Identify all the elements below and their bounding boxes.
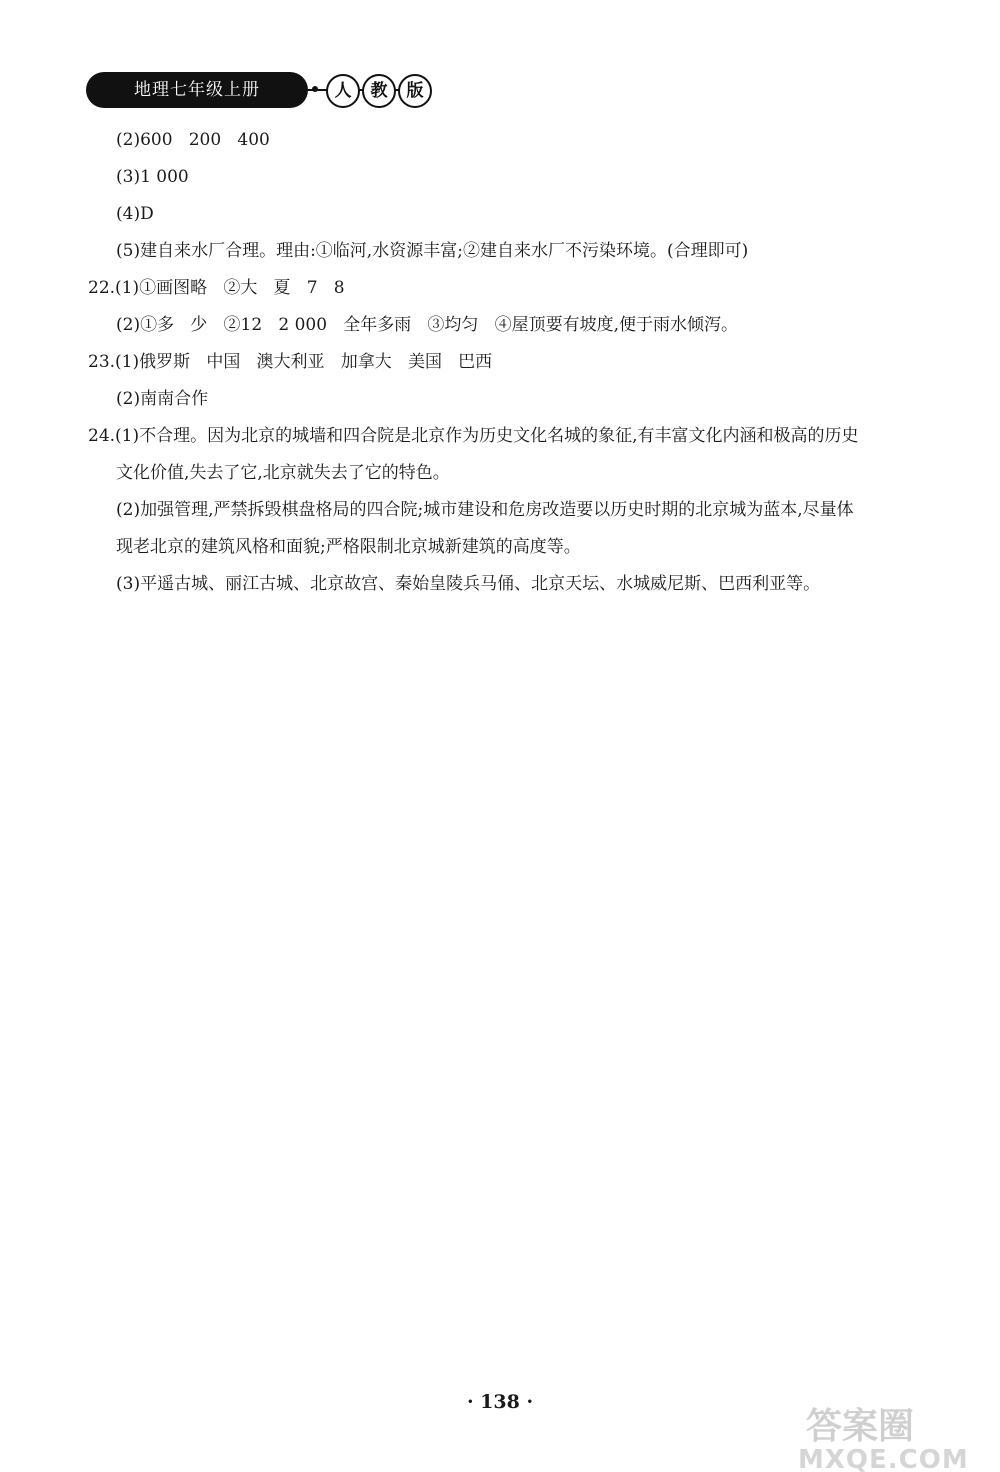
question-23-line: 23.(1)俄罗斯 中国 澳大利亚 加拿大 美国 巴西 <box>88 352 493 372</box>
connector-dot <box>312 86 318 92</box>
question-24-line: 24.(1)不合理。因为北京的城墙和四合院是北京作为历史文化名城的象征,有丰富文化内涵和极高的历史 <box>88 426 859 446</box>
answer-line: (2)600 200 400 <box>116 130 270 150</box>
page-number: · 138 · <box>466 1391 534 1413</box>
book-header <box>86 72 446 108</box>
answer-line: (2)①多 少 ②12 2 000 全年多雨 ③均匀 ④屋顶要有坡度,便于雨水倾泻。 <box>116 315 739 335</box>
book-title-pill: 地理七年级上册 <box>86 72 308 108</box>
question-22-line: 22.(1)①画图略 ②大 夏 7 8 <box>88 278 345 298</box>
answer-line: 现老北京的建筑风格和面貌;严格限制北京城新建筑的高度等。 <box>116 537 581 557</box>
answer-line: 文化价值,失去了它,北京就失去了它的特色。 <box>116 463 450 483</box>
answer-content <box>88 122 948 603</box>
answer-line: (3)1 000 <box>116 167 189 187</box>
answer-line: (3)平遥古城、丽江古城、北京故宫、秦始皇陵兵马俑、北京天坛、水城威尼斯、巴西利亚等。 <box>116 574 821 594</box>
answer-line: (5)建自来水厂合理。理由:①临河,水资源丰富;②建自来水厂不污染环境。(合理即可) <box>116 241 749 261</box>
watermark-logo-text: 答案圈 <box>806 1406 915 1447</box>
watermark-url: MXQE.COM <box>798 1445 969 1472</box>
edition-char-ren: 人 <box>326 74 360 108</box>
answer-line: (2)加强管理,严禁拆毁棋盘格局的四合院;城市建设和危房改造要以历史时期的北京城为蓝本,尽量体 <box>116 500 854 520</box>
answer-line: (4)D <box>116 204 154 224</box>
edition-char-jiao: 教 <box>362 74 396 108</box>
answer-line: (2)南南合作 <box>116 389 209 409</box>
watermark-logo <box>786 1396 996 1472</box>
edition-char-ban: 版 <box>398 74 432 108</box>
